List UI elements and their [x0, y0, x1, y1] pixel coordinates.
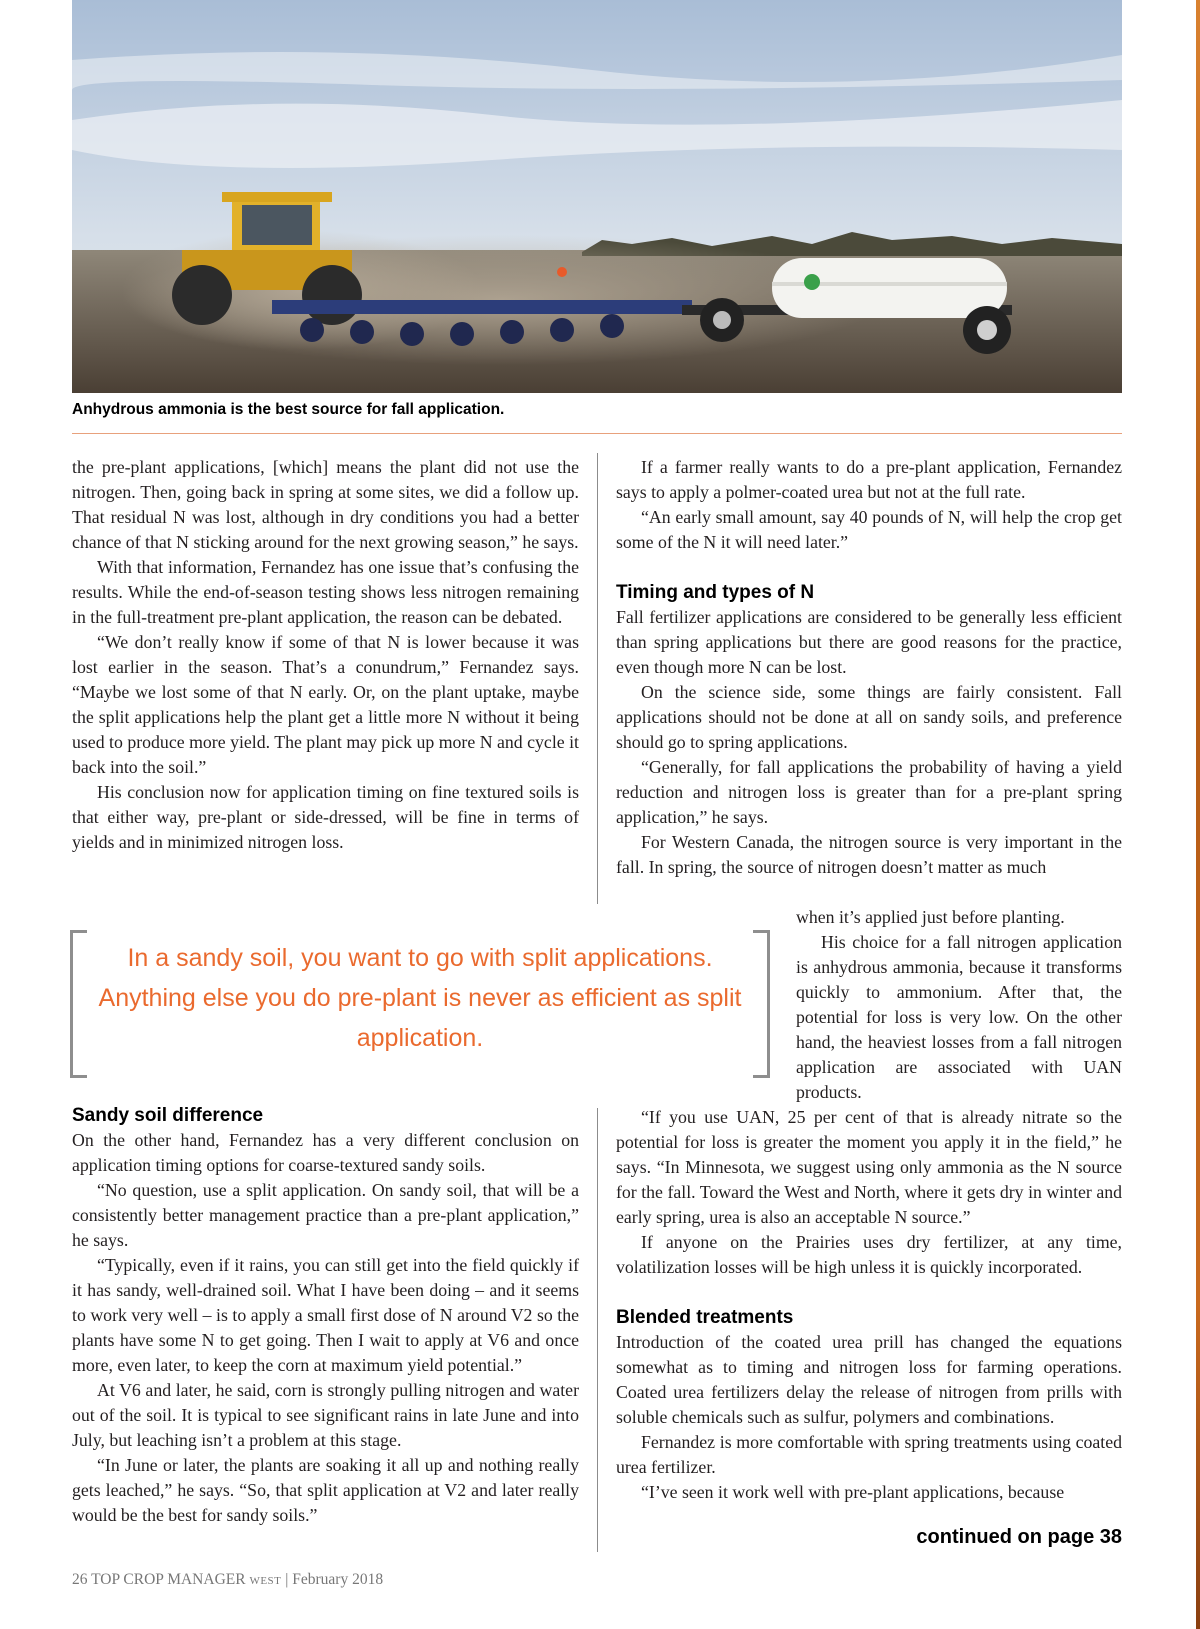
field-photo-illustration — [72, 0, 1122, 393]
paragraph: On the science side, some things are fairly consistent. Fall applications should not be done at all on sandy soils, and preference should go to spring applications. — [616, 682, 1122, 752]
paragraph: At V6 and later, he said, corn is strongly pulling nitrogen and water out of the soil. It is typical to see significant rains in late June and into July, but leaching isn’t a problem at this stage. — [72, 1380, 579, 1450]
paragraph: “If you use UAN, 25 per cent of that is already nitrate so the potential for loss is greater the moment you apply it in the field,” he says. “In Minnesota, we suggest using only ammonia as the N source for the fall. Toward the West and North, where it gets dry in winter and early spring, urea is also an acceptable N source.” — [616, 1107, 1122, 1227]
paragraph: Introduction of the coated urea prill has changed the equations somewhat as to timing and nitrogen loss for farming operations. Coated urea fertilizers delay the release of nitrogen from prills with soluble chemicals such as sulfur, polymers and combinations. — [616, 1332, 1122, 1427]
continued-link[interactable]: continued on page 38 — [916, 1526, 1122, 1548]
paragraph: when it’s applied just before planting. — [796, 907, 1065, 927]
magazine-name: TOP CROP MANAGER — [91, 1571, 246, 1588]
right-column-narrow — [796, 905, 1122, 1105]
paragraph: “In June or later, the plants are soaking it all up and nothing really gets leached,” he says. “So, that split application at V2 and later really would be the best for sandy soils.” — [72, 1455, 579, 1525]
paragraph: Fall fertilizer applications are considered to be generally less efficient than spring applications but there are good reasons for the practice, even though more N can be lost. — [616, 607, 1122, 677]
photo-caption: Anhydrous ammonia is the best source for fall application. — [72, 401, 505, 418]
column-divider-bottom — [597, 1108, 598, 1552]
column-divider-top — [597, 453, 598, 904]
paragraph: the pre-plant applications, [which] means the plant did not use the nitrogen. Then, going back in spring at some sites, we did a follow up. That residual N was lost, although in dry conditions you had a better chance of that N sticking around for the next growing season,” he says. — [72, 457, 579, 552]
folio-separator: | — [285, 1571, 289, 1588]
paragraph: “We don’t really know if some of that N is lower because it was lost earlier in the season. That’s a conundrum,” Fernandez says. “Maybe we lost some of that N early. Or, on the plant uptake, maybe the split applications help the plant get a little more N without it being used to produce more yield. The plant may pick up more N and cycle it back into the soil.” — [72, 632, 579, 777]
paragraph: For Western Canada, the nitrogen source is very important in the fall. In spring, the source of nitrogen doesn’t matter as much — [616, 832, 1122, 877]
paragraph: “Typically, even if it rains, you can still get into the field quickly if it has sandy, well-drained soil. What I have been doing – and it seems to work very well – is to apply a small first dose of N around V2 so the plants have some N to get going. Then I wait to apply at V6 and once more, even later, to keep the corn at maximum yield potential.” — [72, 1255, 579, 1375]
section-heading-timing: Timing and types of N — [616, 582, 815, 603]
hero-photo — [72, 0, 1122, 393]
paragraph: If a farmer really wants to do a pre-plant application, Fernandez says to apply a polmer-coated urea but not at the full rate. — [616, 457, 1122, 502]
paragraph: If anyone on the Prairies uses dry fertilizer, at any time, volatilization losses will be high unless it is quickly incorporated. — [616, 1232, 1122, 1277]
pull-quote-bracket-right — [753, 930, 770, 1078]
paragraph: His choice for a fall nitrogen application is anhydrous ammonia, because it transforms quickly to ammonium. After that, the potential for loss is very low. On the other hand, the heaviest losses from a fall nitrogen application are associated with UAN products. — [796, 932, 1122, 1102]
pull-quote — [70, 930, 770, 1074]
issue-date: February 2018 — [292, 1571, 384, 1588]
paragraph: “An early small amount, say 40 pounds of N, will help the crop get some of the N it will need later.” — [616, 507, 1122, 552]
page-folio — [72, 1571, 383, 1589]
paragraph: “No question, use a split application. On sandy soil, that will be a consistently better management practice than a pre-plant application,” he says. — [72, 1180, 579, 1250]
pull-quote-bracket-left — [70, 930, 87, 1078]
facing-page-edge — [1196, 0, 1200, 1629]
magazine-edition: WEST — [249, 1575, 282, 1587]
left-column-bottom — [72, 1103, 579, 1528]
page-number: 26 — [72, 1571, 88, 1588]
pull-quote-text: In a sandy soil, you want to go with split applications. Anything else you do pre-plant is never as efficient as split application. — [98, 944, 742, 1052]
caption-rule — [72, 433, 1122, 434]
paragraph: “I’ve seen it work well with pre-plant applications, because — [641, 1482, 1065, 1502]
left-column-top — [72, 455, 579, 855]
right-column-bottom — [616, 1105, 1122, 1505]
section-heading-sandy-soil: Sandy soil difference — [72, 1105, 264, 1126]
section-heading-blended: Blended treatments — [616, 1307, 794, 1328]
paragraph: With that information, Fernandez has one issue that’s confusing the results. While the end-of-season testing shows less nitrogen remaining in the full-treatment pre-plant application, the reason can be debated. — [72, 557, 579, 627]
right-column-top — [616, 455, 1122, 880]
paragraph: Fernandez is more comfortable with spring treatments using coated urea fertilizer. — [616, 1432, 1122, 1477]
paragraph: “Generally, for fall applications the probability of having a yield reduction and nitrogen loss is greater than for a pre-plant spring application,” he says. — [616, 757, 1122, 827]
paragraph: His conclusion now for application timing on fine textured soils is that either way, pre-plant or side-dressed, will be fine in terms of yields and in minimized nitrogen loss. — [72, 782, 579, 852]
paragraph: On the other hand, Fernandez has a very different conclusion on application timing options for coarse-textured sandy soils. — [72, 1130, 579, 1175]
